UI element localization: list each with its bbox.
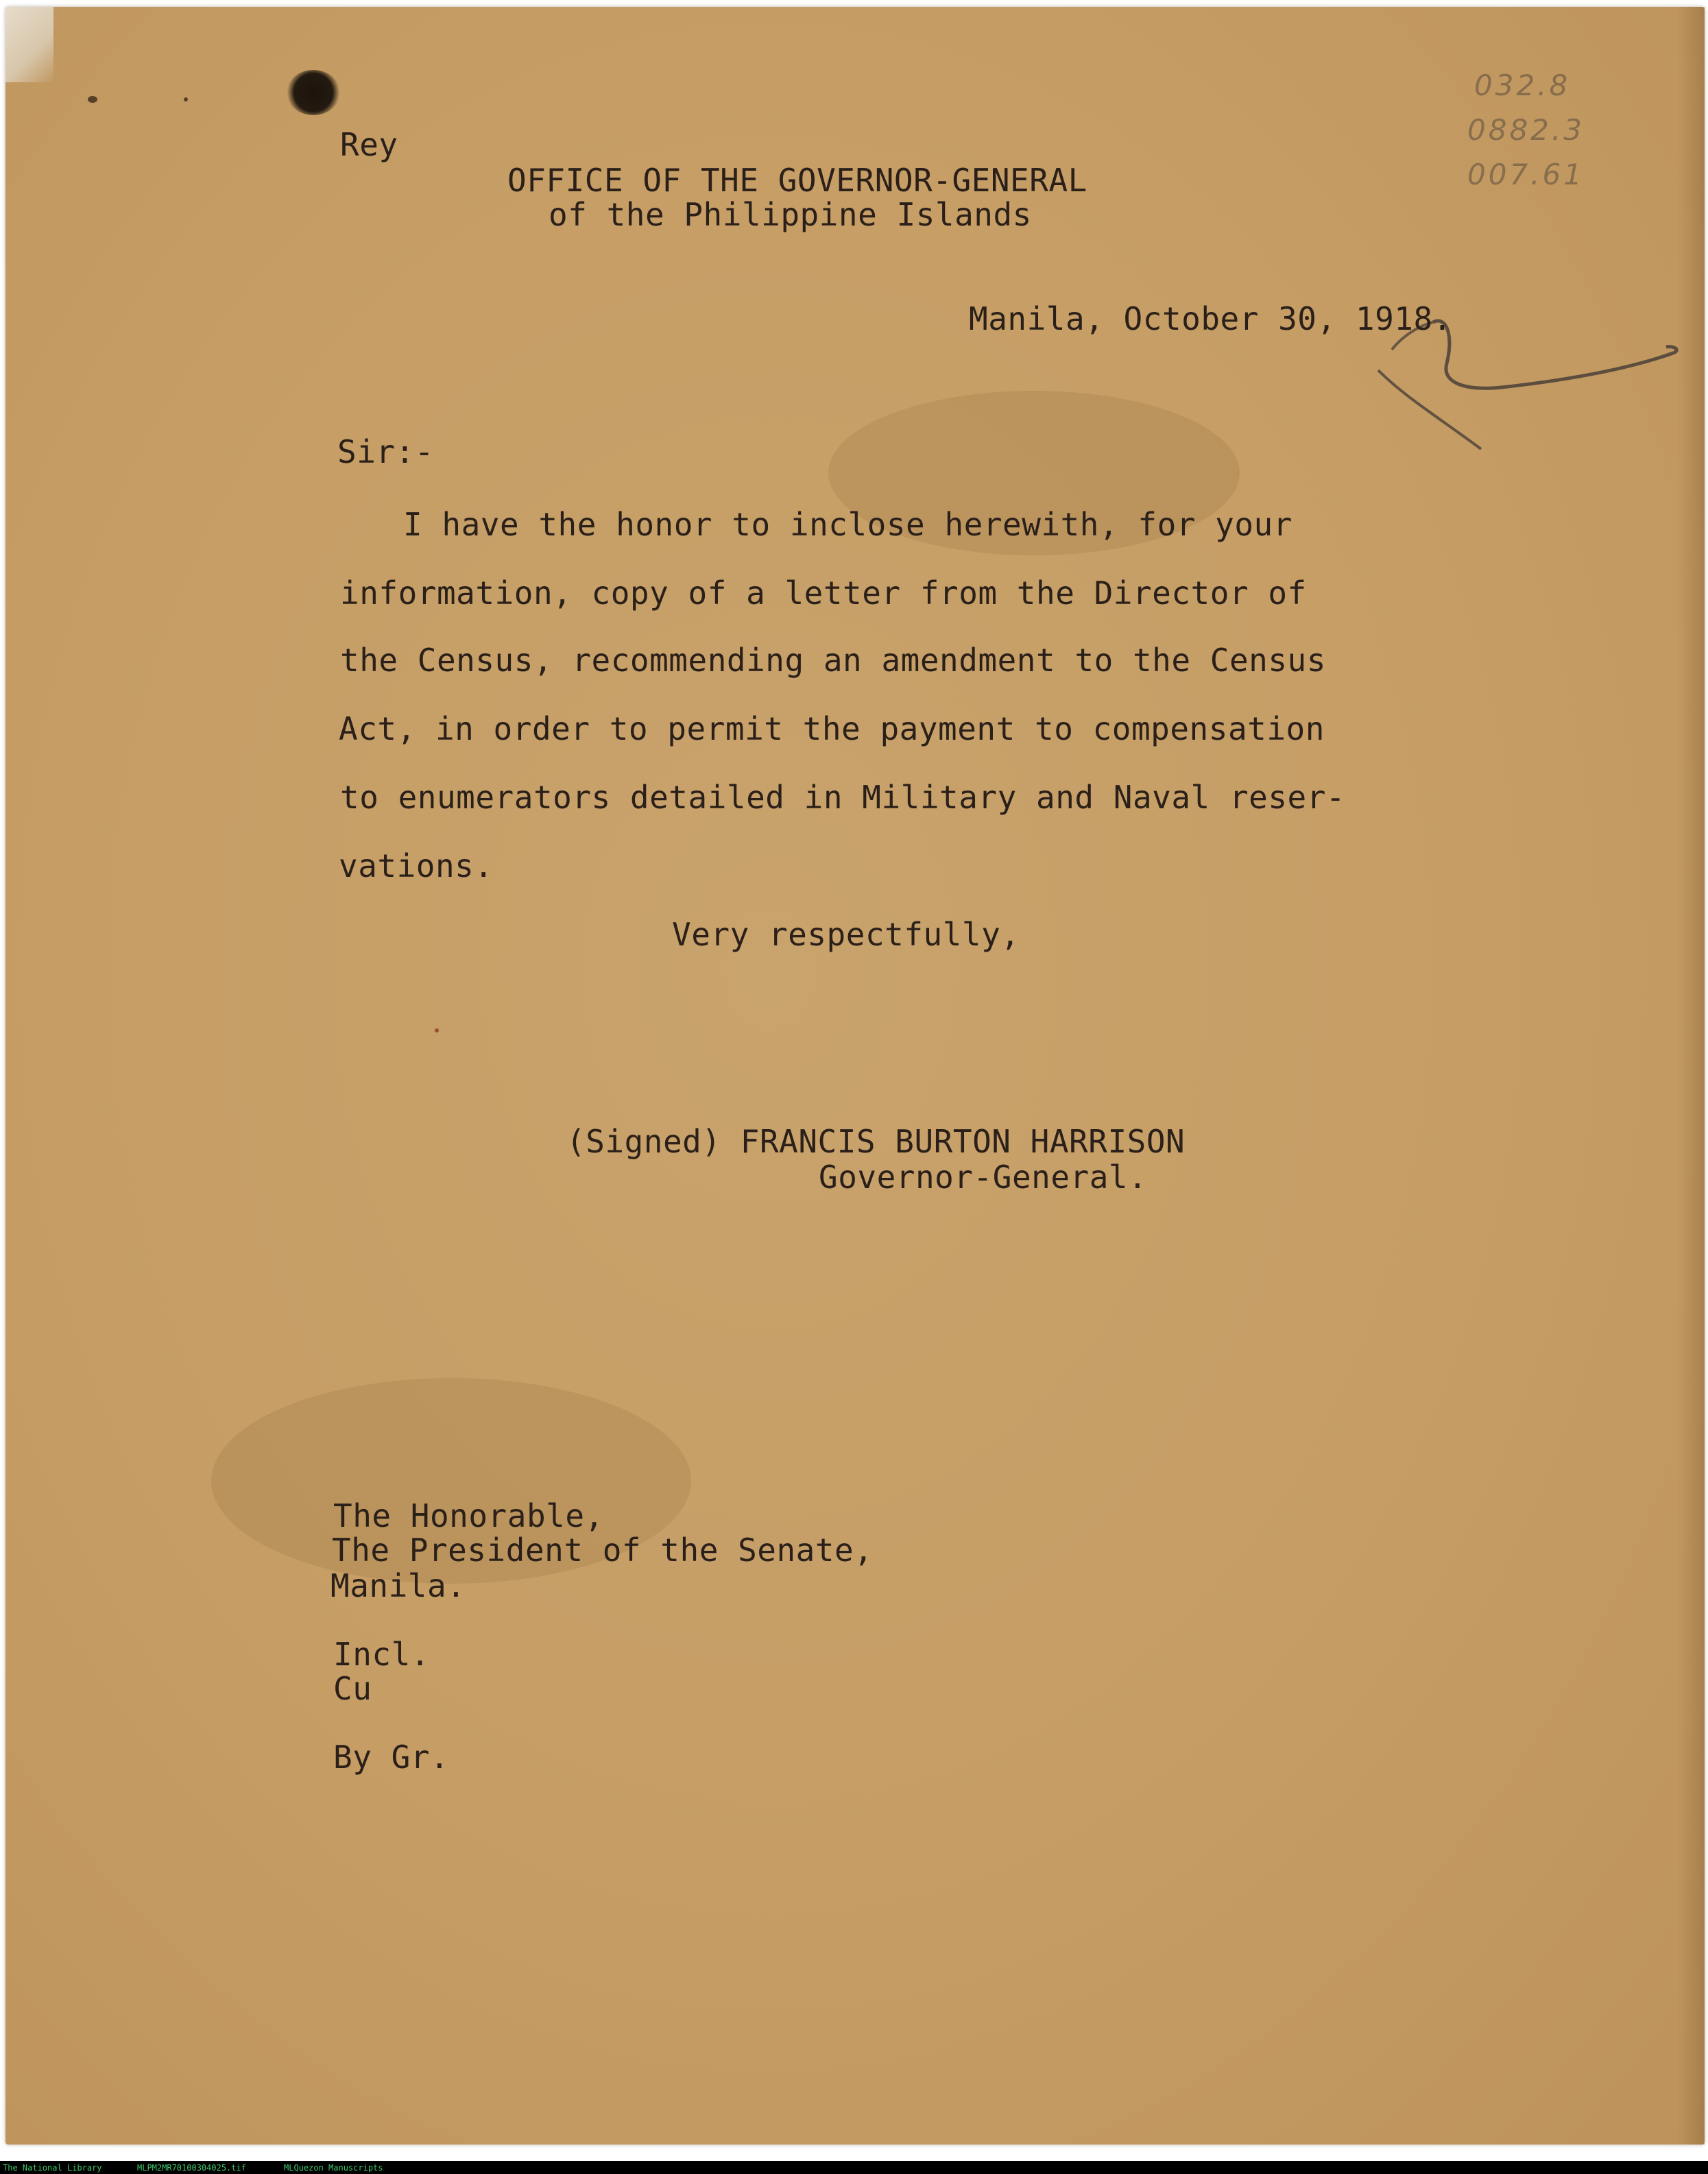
body-line: Act, in order to permit the payment to compensation bbox=[339, 710, 1325, 747]
torn-corner bbox=[5, 7, 53, 82]
pencil-note: 007.61 bbox=[1467, 158, 1585, 191]
enclosure-line: Incl. bbox=[333, 1636, 430, 1673]
office-subheading: of the Philippine Islands bbox=[549, 196, 1032, 233]
body-line: the Census, recommending an amendment to the Census bbox=[340, 642, 1326, 679]
signature-name: (Signed) FRANCIS BURTON HARRISON bbox=[566, 1123, 1186, 1160]
body-line: I have the honor to inclose herewith, for your bbox=[403, 506, 1292, 543]
page-edge-shading bbox=[1677, 7, 1705, 2145]
archive-footer-bar bbox=[0, 2161, 1708, 2174]
ink-speck bbox=[184, 97, 188, 101]
by-line: By Gr. bbox=[333, 1739, 450, 1776]
footer-collection: MLQuezon Manuscripts bbox=[284, 2163, 383, 2173]
pencil-note: 0882.3 bbox=[1467, 113, 1585, 147]
body-line: vations. bbox=[339, 847, 494, 884]
typist-initials: Rey bbox=[340, 126, 398, 163]
ink-mark bbox=[88, 96, 97, 103]
addressee-line: The Honorable, bbox=[333, 1497, 604, 1534]
body-line: to enumerators detailed in Military and Naval reser- bbox=[340, 779, 1346, 816]
body-line: information, copy of a letter from the Director of bbox=[340, 575, 1307, 612]
date-line: Manila, October 30, 1918. bbox=[969, 300, 1452, 337]
office-heading: OFFICE OF THE GOVERNOR-GENERAL bbox=[507, 162, 1087, 199]
salutation: Sir:- bbox=[337, 433, 434, 470]
closing: Very respectfully, bbox=[672, 916, 1020, 953]
addressee-line: The President of the Senate, bbox=[332, 1532, 874, 1569]
ink-blot bbox=[287, 70, 340, 115]
footer-filename: MLPM2MR70100304025.tif bbox=[137, 2163, 246, 2173]
pencil-note: 032.8 bbox=[1474, 69, 1571, 102]
signature-title: Governor-General. bbox=[819, 1159, 1148, 1196]
ink-speck bbox=[435, 1028, 439, 1032]
addressee-line: Manila. bbox=[330, 1567, 466, 1604]
footer-library: The National Library bbox=[3, 2163, 102, 2173]
enclosure-line: Cu bbox=[333, 1670, 372, 1707]
